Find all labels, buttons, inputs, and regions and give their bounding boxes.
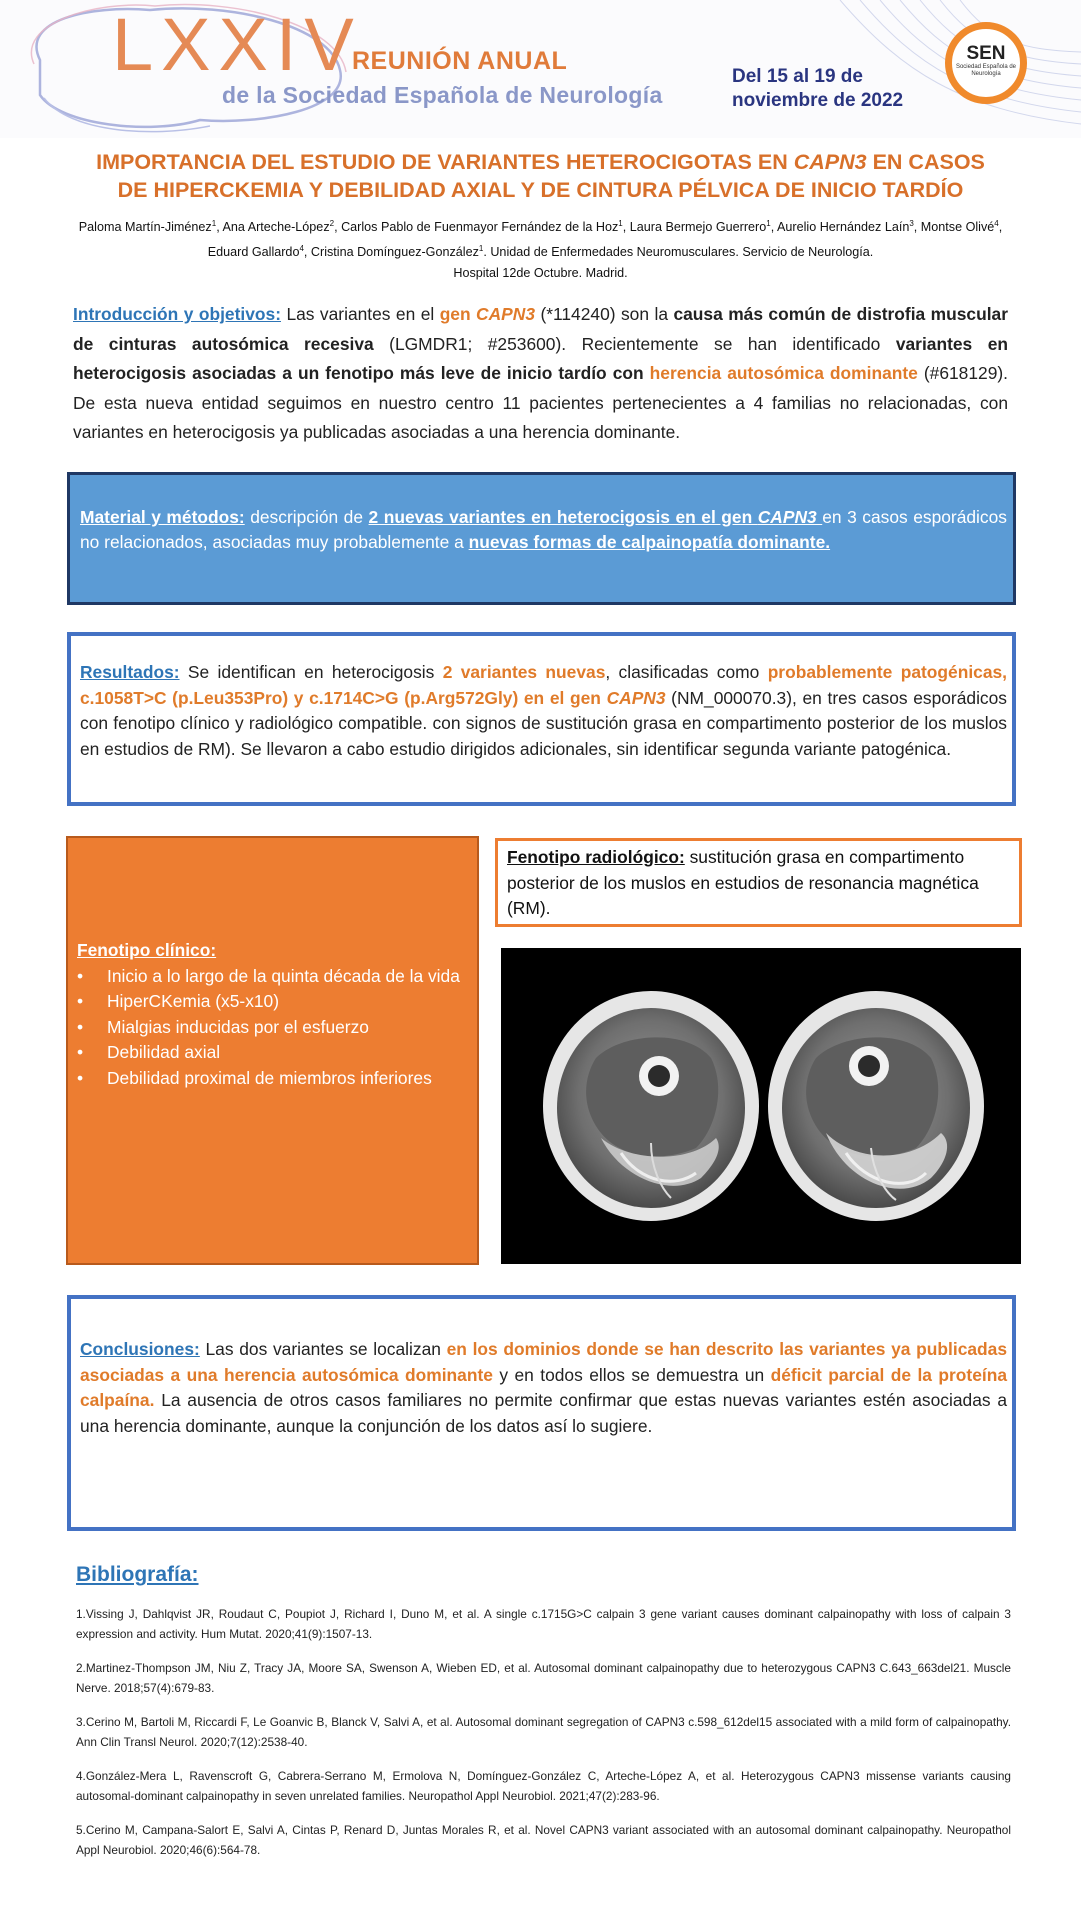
reference-item: 5.Cerino M, Campana-Salort E, Salvi A, Cintas P, Renard D, Juntas Morales R, et al. Novel CAPN3 variant associated with an autosomal dominant calpainopathy. Neuropathol Appl Neurobiol. 2020;46(6):564-78. (76, 1823, 1011, 1857)
material-heading: Material y métodos: (80, 507, 245, 527)
radiological-heading: Fenotipo radiológico: (507, 847, 685, 867)
intro-section: Introducción y objetivos: Las variantes en el gen CAPN3 (*114240) son la causa más común de distrofia muscular de cinturas autosómica recesiva (LGMDR1; #253600). Recientemente se han identificado variantes en heterocigosis asociadas a un fenotipo más leve de inicio tardío con herencia autosómica dominante (#618129). De esta nueva entidad seguimos en nuestro centro 11 pacientes pertenecientes a 4 familias no relacionadas, con variantes en heterocigosis ya publicadas asociadas a una herencia dominante. (73, 304, 1008, 442)
radiological-phenotype-box (495, 838, 1022, 927)
clinical-phenotype-list (77, 964, 469, 1092)
dates-line-1: Del 15 al 19 de (732, 66, 863, 87)
right-thigh (768, 991, 984, 1221)
bibliography-heading: Bibliografía: (76, 1563, 199, 1586)
list-item: • HiperCKemia (x5-x10) (77, 989, 469, 1015)
author-list: Paloma Martín-Jiménez$^1$, Ana Arteche-López$^2$, Carlos Pablo de Fuenmayor Fernández de la Hoz$^1$, Laura Bermejo Guerrero$^1$, Aurelio Hernández Laín$^3$, Montse Olivé$^4$, Eduard Gallardo$^4$, Cristina Domínguez-González$^1$. Unidad de Enfermedades Neuromusculares. Servicio de Neurología. Hospital 12de Octubre. Madrid. (78, 219, 1003, 281)
bibliography-list (76, 1604, 1011, 1874)
results-text: Resultados: Se identifican en heterocigosis 2 variantes nuevas, clasificadas como probablemente patogénicas, c.1058T>C (p.Leu353Pro) y c.1714C>G (p.Arg572Gly) en el gen CAPN3 (NM_000070.3), en tres casos esporádicos con fenotipo clínico y radiológico compatible. con signos de sustitución grasa en compartimento posterior de los muslos en estudios de RM). Se llevaron a cabo estudio dirigidos adicionales, sin identificar segunda variante patogénica. (80, 662, 1007, 759)
reference-item: 3.Cerino M, Bartoli M, Riccardi F, Le Goanvic B, Blanck V, Salvi A, et al. Autosomal dominant segregation of CAPN3 c.598_612del15 associated with a mild form of calpainopathy. Ann Clin Transl Neurol. 2020;7(12):2538-40. (76, 1715, 1011, 1749)
conclusions-heading: Conclusiones: (80, 1339, 200, 1359)
reference-item: 4.González-Mera L, Ravenscroft G, Cabrera-Serrano M, Ermolova N, Domínguez-González C, Arteche-López A, et al. Heterozygous CAPN3 missense variants causing autosomal-dominant calpainopathy in seven unrelated families. Neuropathol Appl Neurobiol. 2021;47(2):283-96. (76, 1769, 1011, 1803)
clinical-phenotype-heading: Fenotipo clínico: (77, 940, 217, 960)
list-item: • Mialgias inducidas por el esfuerzo (77, 1015, 469, 1041)
title-line-2: DE HIPERCKEMIA Y DEBILIDAD AXIAL Y DE CINTURA PÉLVICA DE INICIO TARDÍO (117, 178, 964, 202)
congress-name: REUNIÓN ANUAL (352, 47, 568, 75)
material-methods-text: Material y métodos: descripción de 2 nuevas variantes en heterocigosis en el gen CAPN3 en 3 casos esporádicos no relacionados, asociadas muy probablemente a nuevas formas de calpainopatía dominante. (80, 507, 1007, 552)
congress-number: LXXIV (112, 3, 362, 86)
thigh-mri-illustration (501, 948, 1021, 1264)
congress-dates (732, 65, 903, 113)
reference-item: 2.Martinez-Thompson JM, Niu Z, Tracy JA, Moore SA, Swenson A, Wieben ED, et al. Autosomal dominant calpainopathy due to heterozygous CAPN3 C.643_663del21. Muscle Nerve. 2018;57(4):679-83. (76, 1661, 1011, 1695)
list-item: • Debilidad proximal de miembros inferiores (77, 1066, 469, 1092)
poster-title (60, 148, 1021, 204)
material-methods-box (67, 472, 1016, 605)
conclusions-text: Conclusiones: Las dos variantes se localizan en los dominios donde se han descrito las variantes ya publicadas asociadas a una herencia autosómica dominante y en todos ellos se demuestra un déficit parcial de la proteína calpaína. La ausencia de otros casos familiares no permite confirmar que estas nuevas variantes estén asociadas a una herencia dominante, aunque la conjunción de los datos así lo sugiere. (80, 1339, 1007, 1436)
results-heading: Resultados: (80, 662, 180, 682)
society-name: de la Sociedad Española de Neurología (222, 82, 663, 108)
thigh-mri-image (501, 948, 1021, 1264)
clinical-phenotype-box (66, 836, 479, 1265)
sen-logo-subtext: Sociedad Española de Neurología (955, 64, 1017, 77)
reference-item: 1.Vissing J, Dahlqvist JR, Roudaut C, Poupiot J, Richard I, Duno M, et al. A single c.1715G>C calpain 3 gene variant causes dominant calpainopathy with loss of calpain 3 expression and activity. Hum Mutat. 2020;41(9):1507-13. (76, 1607, 1011, 1641)
radiological-phenotype-text: Fenotipo radiológico: sustitución grasa en compartimento posterior de los muslos en estudios de resonancia magnética (RM). (507, 847, 979, 918)
list-item: • Debilidad axial (77, 1040, 469, 1066)
sen-logo (945, 22, 1027, 104)
list-item: • Inicio a lo largo de la quinta década de la vida (77, 964, 469, 990)
left-thigh (543, 991, 759, 1221)
intro-heading: Introducción y objetivos: (73, 304, 281, 324)
sen-logo-text: SEN (966, 43, 1006, 64)
dates-line-2: noviembre de 2022 (732, 90, 904, 111)
results-box (67, 632, 1016, 806)
hospital: Hospital 12de Octubre. Madrid. (453, 266, 628, 281)
header-banner (0, 0, 1081, 138)
title-line-1: IMPORTANCIA DEL ESTUDIO DE VARIANTES HETEROCIGOTAS EN CAPN3 EN CASOS (96, 150, 985, 174)
conclusions-box (67, 1295, 1016, 1531)
